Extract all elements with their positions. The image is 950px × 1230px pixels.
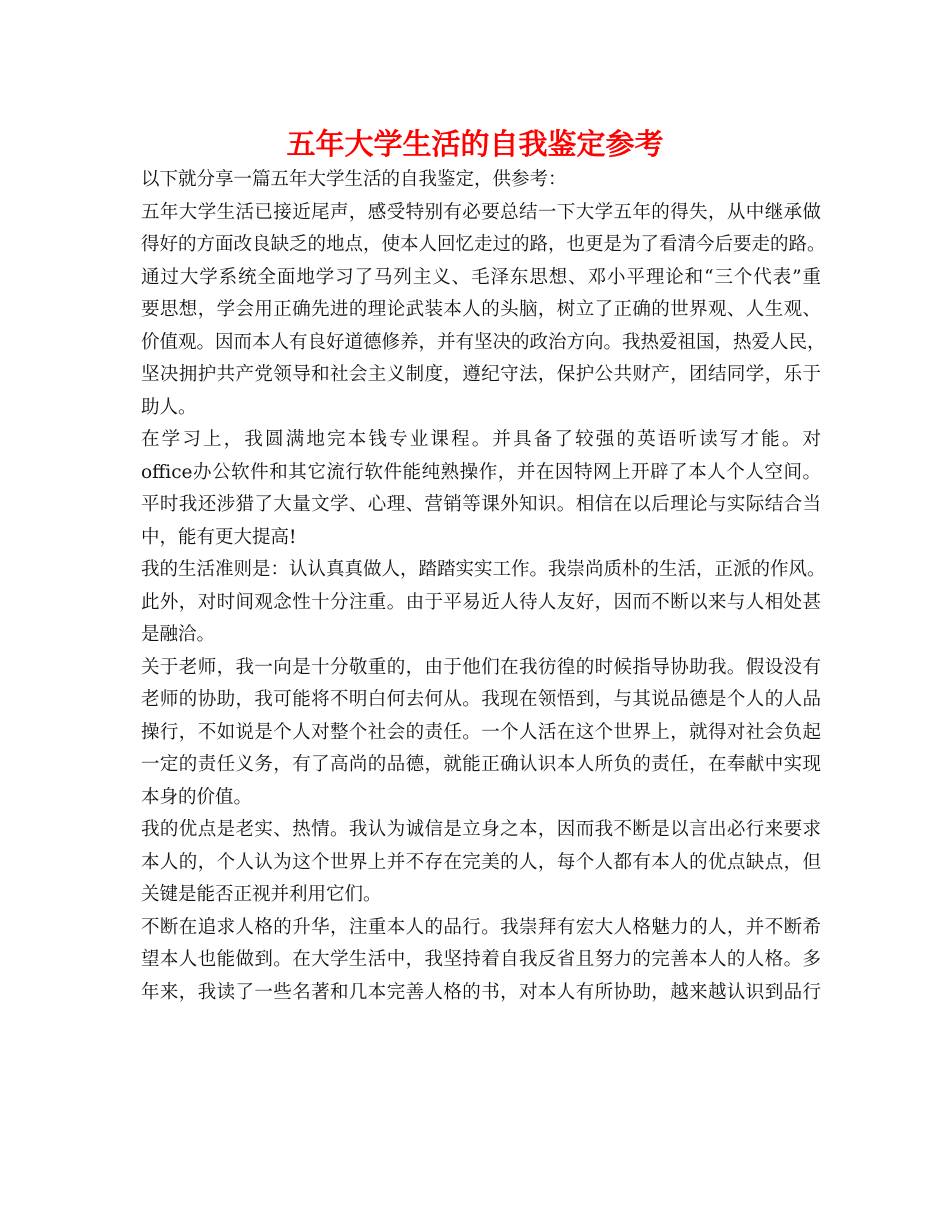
text-line: 老师的协助，我可能将不明白何去何从。我现在领悟到，与其说品德是个人的人品 [141,689,821,710]
text-line: 在学习上，我圆满地完本钱专业课程。并具备了较强的英语听读写才能。对 [141,429,821,450]
text-line: 本身的价值。 [141,786,253,808]
document-body [141,164,826,1009]
text-line: 年来，我读了一些名著和几本完善人格的书，对本人有所协助，越来越认识到品行 [141,981,821,1003]
text-line: 本人的，个人认为这个世界上并不存在完美的人，每个人都有本人的优点缺点，但 [141,851,821,873]
text-line: 平时我还涉猎了大量文学、心理、营销等课外知识。相信在以后理论与实际结合当 [141,494,821,515]
text-line: 通过大学系统全面地学习了马列主义、毛泽东思想、邓小平理论和“三个代表”重 [141,266,821,288]
text-line: office办公软件和其它流行软件能纯熟操作，并在因特网上开辟了本人个人空间。 [141,461,821,483]
text-line: 此外，对时间观念性十分注重。由于平易近人待人友好，因而不断以来与人相处甚 [141,591,821,613]
text-line: 坚决拥护共产党领导和社会主义制度，遵纪守法，保护公共财产，团结同学，乐于 [141,364,821,385]
text-line: 价值观。因而本人有良好道德修养，并有坚决的政治方向。我热爱祖国，热爱人民， [141,331,826,353]
text-line: 得好的方面改良缺乏的地点，使本人回忆走过的路，也更是为了看清今后要走的路。 [141,234,826,255]
text-line: 以下就分享一篇五年大学生活的自我鉴定，供参考： [141,169,567,190]
text-line: 助人。 [141,396,197,418]
text-line: 要思想，学会用正确先进的理论武装本人的头脑，树立了正确的世界观、人生观、 [141,299,821,320]
text-line: 操行，不如说是个人对整个社会的责任。一个人活在这个世界上，就得对社会负起 [141,721,821,743]
text-line: 中，能有更大提高! [141,526,297,548]
text-line: 一定的责任义务，有了高尚的品德，就能正确认识本人所负的责任，在奉献中实现 [141,754,821,775]
text-line: 五年大学生活已接近尾声，感受特别有必要总结一下大学五年的得失，从中继承做 [141,201,821,223]
document-title: 五年大学生活的自我鉴定参考 [286,127,664,161]
text-line: 是融洽。 [141,624,216,645]
text-line: 不断在追求人格的升华，注重本人的品行。我崇拜有宏大人格魅力的人，并不断希 [141,916,821,938]
text-line: 我的生活准则是：认认真真做人，踏踏实实工作。我崇尚质朴的生活，正派的作风。 [141,559,826,580]
text-line: 我的优点是老实、热情。我认为诚信是立身之本，因而我不断是以言出必行来要求 [141,819,821,840]
text-line: 关键是能否正视并利用它们。 [141,884,382,905]
text-line: 望本人也能做到。在大学生活中，我坚持着自我反省且努力的完善本人的人格。多 [141,949,821,970]
text-line: 关于老师，我一向是十分敬重的，由于他们在我彷徨的时候指导协助我。假设没有 [141,656,821,678]
